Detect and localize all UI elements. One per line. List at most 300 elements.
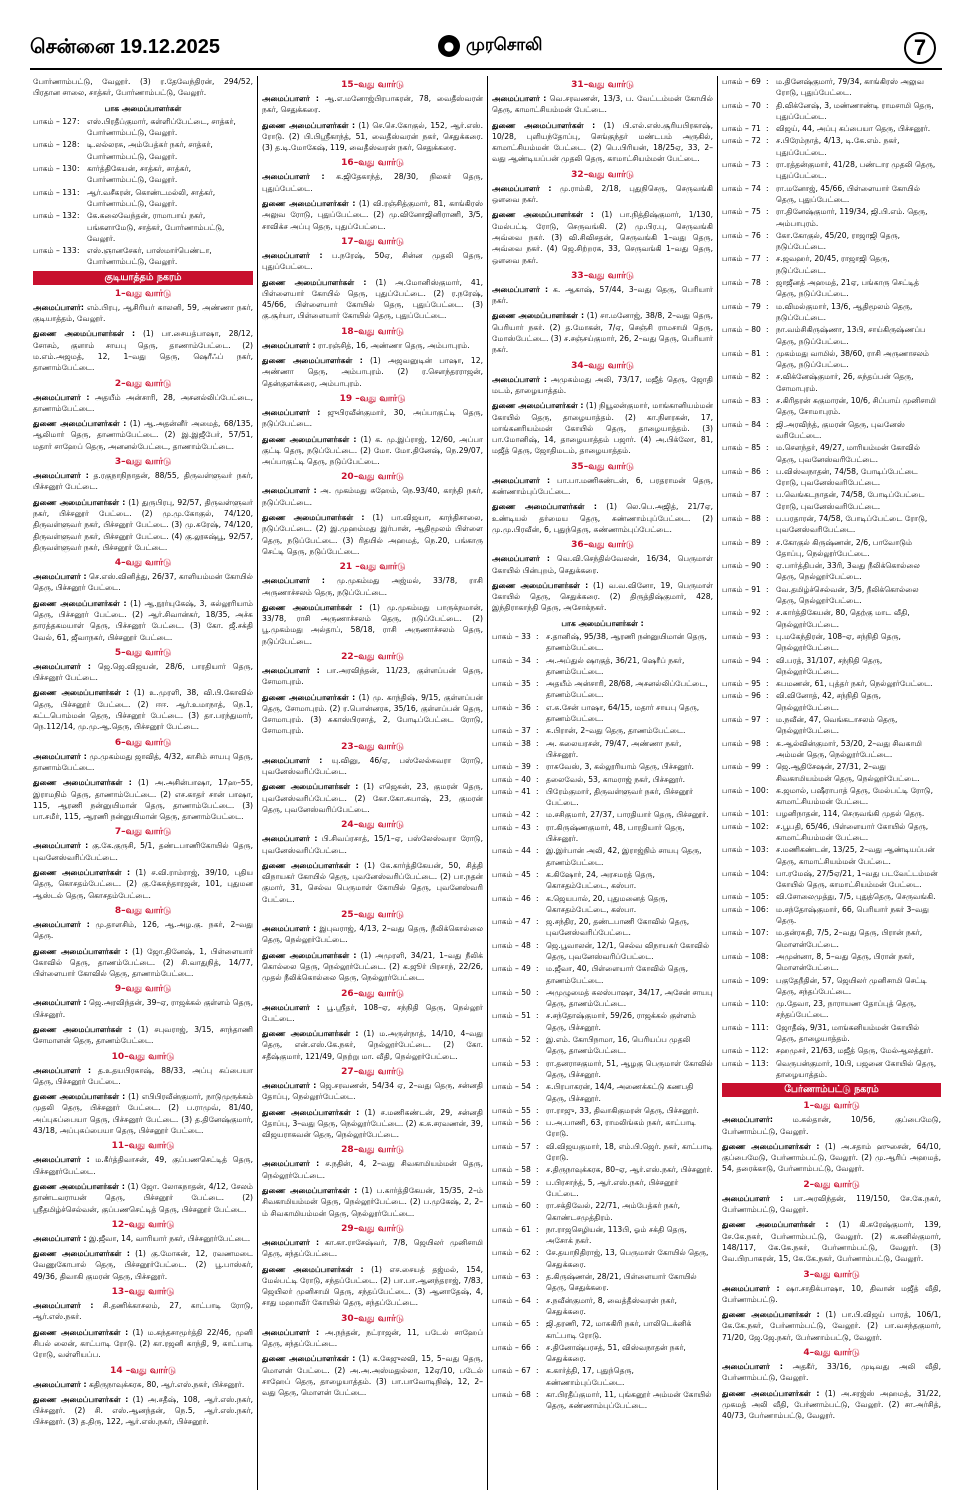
booth-number: பாகம் – 43 — [492, 822, 531, 832]
booth-entry — [722, 904, 941, 927]
booth-entry — [492, 761, 713, 772]
booth-number: பாகம் – 103 — [722, 845, 766, 855]
separator-colon: : — [536, 846, 539, 856]
separator-colon: : — [766, 348, 769, 358]
booth-incharge-details: ச.நவீன்குமார், 8, வைத்தீஸ்வரன் நகர், செதுக்கரை. — [546, 1295, 677, 1316]
role-label: துணை அமைப்பாளர்கள் : — [262, 860, 359, 870]
appointee-entry — [722, 1388, 941, 1422]
entry-text: (1) ஜோ. லோகநாதன், 4/12, சேலம் தாண்டவராயன் தெரு, பிச்சனூர் பேட்டை. (2) ஸ்ரீதமிழ்ச்செல்வன், குப்பணசெட்டித் தெரு, பிச்சனூர் பேட்டை. — [33, 1181, 253, 1214]
entry-text: அதகீர், 33/16, முடிவது அலி வீதி, பேர்ணாம்பட்டு, வேலூர். — [722, 1361, 941, 1383]
role-label: அமைப்பாளர் : — [33, 841, 89, 851]
appointee-entry — [33, 497, 253, 553]
separator-colon: : — [536, 893, 539, 903]
booth-number: பாகம் – 39 — [492, 762, 531, 772]
role-label: துணை அமைப்பாளர்கள் : — [492, 210, 594, 220]
role-label: துணை அமைப்பாளர்கள் : — [722, 1141, 820, 1151]
booth-entry — [33, 210, 253, 244]
booth-incharge-details: ரா.சக்திவேல், 22/71, அம்பேத்கர் நகர், கொண்டசமுத்திரம். — [546, 1201, 680, 1222]
booth-incharge-details: முகம்மது வாமில், 38/60, ராசி அருணாசலம் தெரு, நடுப்பேட்டை. — [776, 348, 930, 370]
ward-heading: 23–வது வார்டு — [341, 741, 404, 752]
role-label: துணை அமைப்பாளர்கள் : — [722, 1388, 820, 1398]
booth-entry — [722, 159, 941, 182]
booth-incharge-details: வே.தமிழ்ச்செல்வன், 3/5, நீலிக்கொல்லை தெரு, நெல்லூர்பேட்டை. — [776, 584, 919, 606]
appointee-entry — [262, 950, 483, 984]
booth-entry — [492, 1164, 713, 1175]
role-label: துணை அமைப்பாளர்கள் : — [33, 419, 127, 429]
booth-number: பாகம் – 77 — [722, 254, 761, 264]
booth-incharge-details: எஸ்.பிரதீப்குமார், கள்ளிப்பேட்டை, சாத்கர், போர்ணாம்பட்டு, வேலூர். — [87, 116, 236, 138]
appointee-entry — [262, 755, 483, 778]
entry-text: (1) பி.எல்.எஸ்.சூரியபிரகாஷ், 10/28, புளியந்தோப்பு, செங்குந்தர் மண்டபம் அருகில், காமாட்சியம்மன் பேட்டை. (2) பெ.பிரியன், 18/25ஏ, 33, 2–வது ஆண்டியப்பன் முதலி தெரு, காமாட்சியம்மன் பேட்டை. — [492, 120, 713, 164]
booth-entry — [492, 987, 713, 1010]
role-label: துணை அமைப்பாளர்கள் : — [492, 120, 596, 130]
booth-entry — [492, 1177, 713, 1200]
entry-text: த.உதயபிரகாஷ், 88/33, அப்பு சுப்பையா தெரு, பிச்சனூர் பேட்டை. — [33, 1065, 253, 1086]
booth-entry — [722, 868, 941, 891]
appointee-entry — [33, 1394, 253, 1428]
entry-text: வெ.சரவணன், 13/3, ப. வேட்டம்மன் கோயில் தெரு, காமாட்சியம்மன் பேட்டை. — [492, 94, 713, 115]
separator-colon: : — [766, 254, 769, 264]
separator-colon: : — [536, 1224, 539, 1234]
booth-number: பாகம் – 71 — [722, 124, 761, 134]
booth-incharge-details: ச.பூபதி, 65/46, பிள்ளையார் கோயில் தெரு, காமாட்சியம்மன் பேட்டை. — [776, 821, 929, 842]
entry-text: இபுவராஜ், 4/13, 2–வது தெரு, நீலிக்கொல்லை தெரு, நெல்லூர்பேட்டை. — [262, 924, 483, 945]
column-3 — [492, 76, 713, 1492]
appointee-entry — [262, 1353, 483, 1398]
booth-incharge-details: ச.தினோஷ்பரசத், 51, விஸ்வநாதன் நகர், செதுக்கரை. — [546, 1342, 686, 1364]
booth-number: பாகம் – 80 — [722, 325, 761, 335]
role-label: அமைப்பாளர் : — [262, 755, 323, 765]
booth-number: பாகம் – 98 — [722, 738, 761, 748]
booth-incharge-details: மு.தேவா, 23, நாராயண தோப்புத் தெரு, சந்தப்பேட்டை. — [776, 999, 917, 1020]
booth-entry — [722, 135, 941, 158]
booth-number: பாகம் – 58 — [492, 1165, 531, 1175]
entry-text: ஷா.சாதிக்பாஷா, 10, திவான் மஜீத் வீதி, பேர்ணாம்பட்டு. — [722, 1283, 941, 1304]
separator-colon: : — [766, 325, 769, 335]
separator-colon: : — [766, 490, 769, 500]
booth-entry — [722, 690, 941, 713]
booth-incharge-details: ச.கார்த்திகேயன், 80, தெற்கு மாட வீதி, நெல்லூர்பேட்டை. — [776, 608, 910, 629]
column-4 — [722, 76, 941, 1492]
separator-colon: : — [766, 975, 769, 985]
entry-text: ஜெ.ஜெ.விஜயன், 28/6, பாரதியார் தெரு, பிச்சனூர் பேட்டை. — [33, 661, 253, 683]
booth-number: பாகம் – 107 — [722, 928, 766, 938]
role-label: துணை அமைப்பாளர்கள் : — [33, 868, 131, 878]
ward-heading: 6–வது வார்டு — [114, 737, 172, 748]
ward-heading: 12–வது வார்டு — [111, 1219, 175, 1230]
booth-number: பாகம் – 66 — [492, 1342, 531, 1352]
booth-number: பாகம் – 50 — [492, 987, 531, 997]
role-label: அமைப்பாளர் : — [262, 172, 325, 182]
appointee-entry — [262, 277, 483, 322]
booth-entry — [722, 1058, 941, 1081]
separator-colon: : — [766, 207, 769, 217]
role-label: அமைப்பாளர் : — [33, 392, 90, 402]
booth-incharge-details: கோ.கோகுல், 45/20, ராஜாஜி தெரு, நடுப்பேட்டை. — [776, 230, 901, 252]
ward-heading: 13–வது வார்டு — [111, 1287, 175, 1298]
ward-heading: 20–வது வார்டு — [341, 472, 404, 483]
booth-incharge-details: விஜய், 44, அப்பு சுப்பையா தெரு, பிச்சனூர். — [776, 124, 931, 134]
booth-number: பாகம் – 36 — [492, 702, 531, 712]
role-label: அமைப்பாளர் : — [33, 1379, 87, 1389]
separator-colon: : — [536, 726, 539, 736]
booth-entry — [492, 1141, 713, 1164]
booth-number: பாகம் – 38 — [492, 738, 531, 748]
appointee-entry — [262, 120, 483, 154]
booth-number: பாகம் – 83 — [722, 396, 761, 406]
role-label: அமைப்பாளர் : — [33, 471, 89, 481]
entry-text: (1) ஆ.அதன்னீர் அமைத், 68/135, ஆலிமார் தெரு, தாணாம்பேட்டை. (2) இ.இஜீபேர், 57/51, மதார் சாஹேப் தெரு, அனனல்பேட்டை, தாணாம்பேட்டை. — [33, 419, 253, 451]
ward-heading: 4–வது வார்டு — [803, 1347, 860, 1358]
separator-colon: : — [536, 1342, 539, 1352]
booth-number: பாகம் – 35 — [492, 679, 531, 689]
booth-incharge-details: தலைவேல், 53, காமராஜ் நகர், பிச்சனூர். — [546, 774, 685, 784]
booth-number: பாகம் – 40 — [492, 774, 531, 784]
appointee-entry — [492, 400, 713, 456]
appointee-entry — [262, 485, 483, 508]
separator-colon: : — [536, 1319, 539, 1329]
booth-incharge-details: கார்த்திகேயன், சாத்கர், சாத்கர், போர்ணாம்பட்டு, வேலூர். — [87, 164, 192, 185]
appointee-entry — [262, 250, 483, 273]
ward-heading: 19 –வது வார்டு — [339, 393, 406, 404]
booth-number: பாகம் – 59 — [492, 1177, 531, 1187]
booth-number: பாகம் – 104 — [722, 868, 766, 878]
appointee-entry — [262, 1237, 483, 1260]
entry-text: மு.முகம்மது அஜ்மல், 33/78, ராசி அருணாச்சலம் தெரு, நடுப்பேட்டை. — [262, 576, 483, 597]
appointee-entry — [262, 171, 483, 194]
booth-entry — [722, 419, 941, 442]
booth-entry — [722, 927, 941, 950]
appointee-entry — [33, 687, 253, 732]
booth-incharge-details: ரா.தனராசகுமார், 51, ஆழகு பெருமாள் கோவில் தெரு, பிச்சனூர். — [546, 1058, 713, 1079]
booth-number: பாகம் – 37 — [492, 726, 531, 736]
booth-entry — [492, 963, 713, 986]
separator-colon: : — [536, 655, 539, 665]
booth-incharge-details: நா.வம்சிகிருஷ்ணா, 13பி, சாய்கிருஷ்ணப்ப தெரு, நடுப்பேட்டை. — [776, 325, 926, 346]
booth-number: பாகம் – 62 — [492, 1248, 531, 1258]
appointee-entry — [262, 1158, 483, 1181]
booth-entry — [722, 631, 941, 654]
booth-number: பாகம் – 113 — [722, 1058, 766, 1068]
booth-incharge-details: ம.சௌந்தர், 49/27, மாரியம்மன் கோவில் தெரு, புவனேஸ்வரிபேட்டை. — [776, 443, 921, 464]
booth-incharge-details: ம.நவீன், 47, வெங்கடாசலம் தெரு, நெல்லூர்பேட்டை. — [776, 715, 898, 736]
separator-colon: : — [766, 631, 769, 641]
separator-colon: : — [536, 1366, 539, 1376]
separator-colon: : — [766, 584, 769, 594]
appointee-entry — [33, 470, 253, 493]
separator-colon: : — [77, 246, 80, 256]
separator-colon: : — [536, 1201, 539, 1211]
separator-colon: : — [536, 1118, 539, 1128]
booth-entry — [492, 1295, 713, 1318]
booth-incharge-details: வி.சோலைமுத்து, 7/5, புதுத்தெரு, செருவங்கி. — [776, 892, 936, 902]
entry-text: மு.முகம்மது ஜாவித், 4/32, காசிம் சாயபு தெரு, தாணாம்பேட்டை. — [33, 751, 253, 772]
ward-heading: 21 –வது வார்டு — [339, 562, 406, 573]
appointee-entry — [262, 833, 483, 856]
booth-entry — [492, 869, 713, 892]
entry-text: (1) வி.ரஞ்சித்குமார், 81, காங்கிரஸ் அலுவ ரோடு, புதுப்பேட்டை. (2) மு.வினோஜினிராணி, 3/5, சாவிக்ச அப்பு தெரு, புதுப்பேட்டை. — [262, 199, 483, 231]
booth-incharge-details: ஜெ.ஆதிசேஷன், 27/31, 2–வது சிவகாமியம்மன் தெரு, நெல்லூர்பேட்டை. — [776, 762, 920, 783]
entry-text: (1) ப.கார்த்திகேயன், 15/35, 2–ம் சிவகாமியம்மன் தெரு, நெல்லூர்பேட்டை. (2) ப.முகேஷ், 2, 2–ம் சிவகாமியம்மன் தெரு, நெல்லூர்பேட்டை. — [262, 1186, 483, 1218]
appointee-entry — [33, 76, 253, 99]
booth-incharge-details: ரா.கிருஷ்ணகுமார், 48, பாரதியார் தெரு, பிச்சனூர். — [546, 822, 685, 844]
booth-number: பாகம் – 45 — [492, 869, 531, 879]
role-label: துணை அமைப்பாளர்கள் : — [33, 598, 127, 608]
ward-heading: 10–வது வார்டு — [111, 1051, 175, 1062]
booth-number: பாகம் – 110 — [722, 999, 766, 1009]
separator-colon: : — [77, 140, 80, 150]
role-label: அமைப்பாளர் : — [33, 919, 90, 929]
role-label: துணை அமைப்பாளர்கள் : — [33, 497, 126, 507]
separator-colon: : — [77, 187, 80, 197]
booth-incharge-details: ச.விக்னேஷ்குமார், 26, சுந்தப்பன் தெரு, சோமாபுரம். — [776, 372, 914, 393]
booth-number: பாகம் – 95 — [722, 679, 761, 689]
booth-entry — [722, 951, 941, 974]
appointee-entry — [33, 777, 253, 822]
booth-incharge-details: ம.விமல்குமார், 13/6, ஆதிமூலம் தெரு, நடுப்பேட்டை. — [776, 301, 913, 322]
appointee-entry — [33, 840, 253, 863]
ward-heading: 16–வது வார்டு — [341, 158, 404, 169]
booth-entry — [492, 822, 713, 845]
booth-incharge-details: ஏ.பார்த்திபன், 33ரி, 3வது நீலிக்கொல்லை தெரு, நெல்லூர்பேட்டை. — [776, 561, 920, 582]
separator-colon: : — [766, 124, 769, 134]
role-label: துணை அமைப்பாளர்கள் : — [262, 434, 357, 444]
section-subheading: பாக அமைப்பாளர்கள் — [104, 103, 182, 113]
entry-text: (1) கே.கார்த்திகேயன், 50, சித்தி விநாயகர் கோயில் தெரு, புவனேஸ்வரிப்பேட்டை. (2) பா.நதன் குமார், 31, செல்வ பெருமாள் கோயில் தெரு, புவனேஸ்வரி பேட்டை. — [262, 860, 483, 904]
appointee-entry — [262, 1002, 483, 1025]
booth-entry — [722, 277, 941, 300]
separator-colon: : — [766, 951, 769, 961]
entry-text: (1) பா.நித்திஷ்குமார், 1/130, மேல்பட்டி ரோடு, செருவங்கி. (2) மு.பிர.பு, செருவங்கி அவ்வை நகர். (3) வி.சிவிசதன், செருவங்கி 1–வது தெரு, அவ்வை நகர். (4) ஜெ.சிற்றரசு, 33, செருவங்கி 1–வது தெரு, ஒளவை நகர். — [492, 210, 713, 265]
appointee-entry — [33, 1024, 253, 1047]
booth-incharge-details: அ.அப்துல் ஷாகுத், 36/21, ஷெரீப் நகர், தாணம்பேட்டை. — [546, 655, 685, 676]
entry-text: கு.கே.குருசி, 5/1, தண்டபாணிகோயில் தெரு, புவனேஸ்வரிப்பேட்டை. — [33, 841, 253, 862]
separator-colon: : — [766, 845, 769, 855]
booth-entry — [722, 371, 941, 394]
booth-number: பாகம் – 69 — [722, 77, 761, 86]
column-divider — [717, 76, 718, 1490]
logo-emblem-icon: ● — [438, 35, 460, 57]
booth-incharge-details: அ. கலையரசன், 79/47, அண்ணா நகர், பிச்சனூர். — [546, 738, 682, 759]
separator-colon: : — [766, 513, 769, 523]
appointee-entry — [262, 407, 483, 430]
entry-text: அ.நந்தன், நட்ராஜன், 11, படேல் சாஹேப் தெரு, சந்தப்பேட்டை. — [262, 1327, 483, 1349]
role-label: துணை அமைப்பாளர்கள் : — [262, 1186, 358, 1196]
appointee-entry — [33, 571, 253, 594]
edition-date: சென்னை 19.12.2025 — [30, 36, 221, 58]
role-label: அமைப்பாளர் : — [33, 1233, 87, 1243]
booth-number: பாகம் – 57 — [492, 1141, 531, 1151]
role-label: துணை அமைப்பாளர்கள் : — [262, 692, 356, 702]
booth-number: பாகம் – 128 — [33, 140, 77, 150]
role-label: அமைப்பாளர் : — [262, 1237, 320, 1247]
entry-text: (1) அ.சரஜ்ஸ் அஹமத், 31/22, முகமத் அலி வீதி, பேர்ணாம்பட்டு, வேலூர். (2) சா.அர்சித், 40/73, பேர்ணாம்பட்டு, வேலூர். — [722, 1388, 941, 1421]
separator-colon: : — [766, 230, 769, 240]
separator-colon: : — [766, 1022, 769, 1032]
booth-entry — [492, 655, 713, 678]
column-2 — [262, 76, 483, 1492]
separator-colon: : — [77, 164, 80, 174]
entry-text: அ. முகம்மது சுஹேம், நெ.93/40, காந்தி நகர், நடுப்பேட்டை. — [262, 486, 483, 507]
booth-number: பாகம் – 76 — [722, 230, 761, 240]
appointee-entry — [492, 475, 713, 498]
booth-number: பாகம் – 53 — [492, 1058, 531, 1068]
ward-heading: 33–வது வார்டு — [571, 270, 634, 281]
appointee-entry — [722, 1114, 941, 1137]
booth-entry — [722, 206, 941, 229]
role-label: துணை அமைப்பாளர்கள் : — [262, 356, 363, 366]
role-label: துணை அமைப்பாளர்கள் : — [33, 1025, 132, 1034]
ward-heading: 35–வது வார்டு — [571, 461, 634, 472]
separator-colon: : — [766, 608, 769, 618]
booth-number: பாகம் – 132 — [33, 211, 77, 221]
booth-number: பாகம் – 90 — [722, 561, 761, 571]
booth-incharge-details: பிரேம்குமார், திருவள்ளுவர் நகர், பிச்சனூர் பேட்டை. — [546, 786, 694, 808]
separator-colon: : — [536, 679, 539, 689]
booth-entry — [492, 774, 713, 785]
separator-colon: : — [766, 183, 769, 193]
ward-heading: 8–வது வார்டு — [114, 905, 172, 916]
separator-colon: : — [536, 774, 539, 784]
booth-entry — [492, 1271, 713, 1294]
entry-text: (1) பா.சையத்பாஷா, 28/12, சோசம், குளாம் சாயபு தெரு, தாணாம்பேட்டை. (2) ம.எம்.அஜமத், 12, 1–வது தெரு, ஷெரீஃப் நகர், தாணாம்பேட்டை. — [33, 329, 253, 373]
role-label: அமைப்பாளர் : — [33, 751, 87, 761]
ward-heading: 32–வது வார்டு — [571, 169, 634, 180]
separator-colon: : — [766, 655, 769, 665]
booth-incharge-details: ஜோதீஷ், 9/31, மாங்கனியம்மன் கோயில் தெரு, தாழையாத்தம். — [776, 1022, 920, 1044]
role-label: துணை அமைப்பாளர்கள் : — [492, 311, 584, 321]
booth-entry — [722, 1022, 941, 1045]
separator-colon: : — [536, 762, 539, 772]
booth-entry — [722, 348, 941, 371]
appointee-entry — [33, 1300, 253, 1323]
booth-incharge-details: டி.லல்லரசு, அம்பேத்கர் நகர், சாத்கர், போர்ணாம்பட்டு, வேலூர். — [87, 140, 213, 161]
booth-entry — [722, 607, 941, 630]
appointee-entry — [492, 284, 713, 307]
booth-entry — [722, 123, 941, 134]
entry-text: ஜெ.அரவிந்தன், 39–ஏ, ராஜக்கல் குள்ளம் தெரு, பிச்சனூர். — [33, 998, 253, 1019]
entry-text: இ.ஜீவா, 14, வாரியார் நகர், பிச்சனூர்பேட்டை. — [88, 1233, 251, 1243]
separator-colon: : — [536, 987, 539, 997]
role-label: அமைப்பாளர் : — [33, 572, 87, 582]
booth-number: பாகம் – 100 — [722, 785, 766, 795]
entry-text: (1) துருபிரபு, 92/57, திருவள்ளுவர் நகர், பிச்சனூர் பேட்டை. (2) மு.மு.கோகுல், 74/120, திருவள்ளுவர் நகர், பிச்சனூர் பேட்டை. (3) மு.சுரேஷ், 74/120, திருவள்ளுவர் நகர், பிச்சனூர் பேட்டை. (4) கு.லூசுஷ்பூ, 92/57, திருவள்ளுவர் நகர், பிச்சனூர் பேட்டை. — [33, 497, 253, 552]
entry-text: (1) எச.சையத் தஜ்மல், 154, மேல்பட்டி ரோடு, சந்தப்பேட்டை. (2) பா.பா.ஆனந்தராஜ், 7/83, ஜெயிலர் முனிசாமி தெரு, சந்தப்பேட்டை. (3) ஆனாதேஷ், 4, சாது மஹாவீர் கோயில் தெரு, சந்தப்பேட்டை. — [262, 1264, 483, 1308]
ward-heading: 9–வது வார்டு — [114, 984, 172, 995]
booth-incharge-details: ச.ஜவஹர், 20/45, ராஜாஜி தெரு, நடுப்பேட்டை. — [776, 254, 890, 275]
booth-incharge-details: ஜாஜீனத் அஹமத், 21ஏ, பங்காரு செட்டித் தெரு, நடுப்பேட்டை. — [776, 278, 920, 299]
entry-text: செ.எஸ்.வினித்து, 26/37, காளியம்மன் கோயில் தெரு, பிச்சனூர் பேட்டை. — [33, 572, 253, 593]
appointee-entry — [262, 860, 483, 905]
booth-entry — [722, 301, 941, 324]
separator-colon: : — [766, 904, 769, 914]
separator-colon: : — [536, 1248, 539, 1258]
role-label: துணை அமைப்பாளர்கள் : — [262, 1354, 356, 1364]
booth-incharge-details: ஜி.அரவிந்த், குமரன் தெரு, புவனேஸ் வரிபேட்டை. — [776, 419, 905, 440]
booth-incharge-details: சு.பிரான், 2–வது தெரு, தாணம்பேட்டை. — [546, 726, 686, 736]
role-label: துணை அமைப்பாளர்கள் : — [262, 513, 365, 523]
booth-incharge-details: ம.தினேஷ்குமார், 79/34, காங்கிரஸ் அலுவ ரோடு, புதுப்பேட்டை. — [776, 77, 925, 98]
ward-heading: 17–வது வார்டு — [341, 236, 404, 247]
booth-entry — [492, 678, 713, 701]
appointee-entry — [262, 1327, 483, 1350]
separator-colon: : — [766, 466, 769, 476]
appointee-entry — [262, 665, 483, 688]
booth-entry — [492, 1200, 713, 1223]
appointee-entry — [492, 209, 713, 265]
role-label: அமைப்பாளர் : — [262, 94, 319, 103]
booth-incharge-details: ச.பிரேம்நாத், 4/13, டி.கே.எம். நகர், புதுப்பேட்டை. — [776, 136, 900, 157]
role-label: துணை அமைப்பாளர்கள் : — [33, 329, 136, 339]
entry-text: (1) பா.விஜயா, காந்திசாலை, நடுப்பேட்டை. (2) இ.முஹம்மது இர்பான், ஆதிமூலம் பிள்ளை தெரு, நடுப்பேட்டை. (3) ரிதயில் அஹமத், நெ.20, பங்காரு செட்டி தெரு, நடுப்பேட்டை. — [262, 513, 483, 556]
separator-colon: : — [766, 278, 769, 288]
appointee-entry — [262, 355, 483, 389]
column-divider — [257, 76, 258, 1490]
appointee-entry — [33, 418, 253, 452]
booth-incharge-details: ரா.மனோஜ், 45/66, பிள்ளையார் கோயில் தெரு, புதுப்பேட்டை. — [776, 183, 920, 204]
booth-incharge-details: அதயீம் அன்சாரி, 28/68, அசனல்லிப்பேட்டை, தாணம்பேட்டை. — [546, 679, 708, 700]
appointee-entry — [262, 340, 483, 351]
role-label: துணை அமைப்பாளர்கள் : — [33, 1181, 125, 1191]
separator-colon: : — [536, 810, 539, 820]
entry-text: ப.நரேஷ், 50ஏ, சின்ன முதலி தெரு, புதுப்பேட்டை. — [262, 250, 483, 272]
separator-colon: : — [536, 631, 539, 641]
booth-entry — [33, 187, 253, 210]
role-label: துணை அமைப்பாளர்கள் : — [262, 120, 356, 130]
booth-number: பாகம் – 60 — [492, 1201, 531, 1211]
appointee-entry — [262, 434, 483, 468]
ward-heading: 11–வது வார்டு — [111, 1141, 175, 1152]
role-label: அமைப்பாளர் : — [33, 661, 91, 671]
booth-incharge-details: ஆர்.வசீகரன், கொண்டமல்லி, சாத்கர், போர்ணாம்பட்டு, வேலூர். — [87, 187, 216, 208]
booth-incharge-details: ஜ.சந்திர, 20, தண்டபாணி கோவில் தெரு, புவனேஸ்வரிப்பேட்டை. — [546, 917, 690, 938]
booth-number: பாகம் – 49 — [492, 964, 531, 974]
booth-incharge-details: ராசுவேஸ், 3, கல்லூரியாம் தெரு, பிச்சனூர். — [546, 762, 694, 772]
booth-entry — [492, 940, 713, 963]
entry-text: (1) ஆ.நூர்யுகேஷ், 3, கல்லூரியாம் தெரு, பிச்சனூர் பேட்டை. (2) ஆர்.சிவான்கர், 18/35, அச்சு தாரத்தகமயாள் தெரு, பிச்சனூர் பேட்டை. (3) கோ. ஜீ.சக்தி வேல், 61, ஜீவாநகர், பிச்சனூர் பேட்டை. — [33, 598, 253, 642]
appointee-entry — [262, 512, 483, 557]
entry-text: (1) அமுரளி, 34/21, 1–வது நீலிக் கொல்லை தெரு, நெல்லூர்பேட்டை. (2) க.ஜூர் பிரசாந், 22/26, முதல் நீலிக்கொல்லை தெரு, நெல்லூர்பேட்டை. — [262, 950, 483, 983]
booth-entry — [492, 738, 713, 761]
area-banner: குடியாத்தம் நகரம் — [33, 271, 253, 285]
booth-number: பாகம் – 70 — [722, 100, 761, 110]
role-label: அமைப்பாளர் : — [262, 1081, 317, 1090]
entry-text: (1) க. மு.இப்ராஜ், 12/60, அப்பா குட்டி தெரு, நடுப்பேட்டை. (2) மோ. மோ.தினேஷ், நெ.29/07, அப்பாகுட்டி தெரு, நடுப்பேட்டை. — [262, 434, 483, 467]
booth-entry — [722, 785, 941, 808]
booth-number: பாகம் – 87 — [722, 490, 761, 500]
booth-incharge-details: எ.சு.சேன் பாஷா, 64/15, மதார் சாயபு தெரு, தாணம்பேட்டை. — [546, 702, 700, 724]
role-label: அமைப்பாளர் : — [262, 1002, 320, 1012]
booth-incharge-details: ச.சந்தோஷ்குமார், 59/26, ராஜக்கல் குள்ளம் தெரு, பிச்சனூர். — [546, 1011, 696, 1032]
appointee-entry — [722, 1309, 941, 1343]
column-divider — [487, 76, 488, 1490]
role-label: துணை அமைப்பாளர்கள் : — [492, 580, 589, 590]
booth-entry — [722, 584, 941, 607]
appointee-entry — [262, 1185, 483, 1219]
entry-text: (1) மு. காந்திஷ், 9/15, குள்ளப்பன் தெரு, சோமாபுரம். (2) ர.பொன்னரசு, 35/16, குள்ளப்பன் தெரு, சோமாபுரம். (3) சுகாஸ்பிரசாத், 2, போடிப்பேட்டை ரோடு, சோமாபுரம். — [262, 692, 483, 736]
separator-colon: : — [766, 443, 769, 453]
area-banner: பேர்ணாம்பட்டு நகரம் — [722, 1083, 941, 1097]
booth-number: பாகம் – 33 — [492, 631, 531, 641]
entry-text: ஆ.எ.மனோஜ்பிரபாகரன், 78, வைதீஸ்வரன் நகர், செதுக்கரை. — [262, 94, 483, 115]
booth-incharge-details: ப.விஸ்வநாதன், 74/58, போடிப்பேட்டை ரோடு, புவனேஸ்வரிபேட்டை. — [776, 466, 918, 488]
separator-colon: : — [536, 917, 539, 927]
booth-number: பாகம் – 130 — [33, 164, 77, 174]
entry-text: (1) ச.மணிகண்டன், 29, சன்னதி தோப்பு, 3–வது தெரு, நெல்லூர்பேட்டை. (2) க.சு.சரவணன், 39, விஜயராகவன் தெரு, நெல்லூர்பேட்டை. — [262, 1107, 483, 1140]
appointee-entry — [33, 661, 253, 684]
booth-entry — [722, 230, 941, 253]
booth-entry — [492, 1389, 713, 1412]
